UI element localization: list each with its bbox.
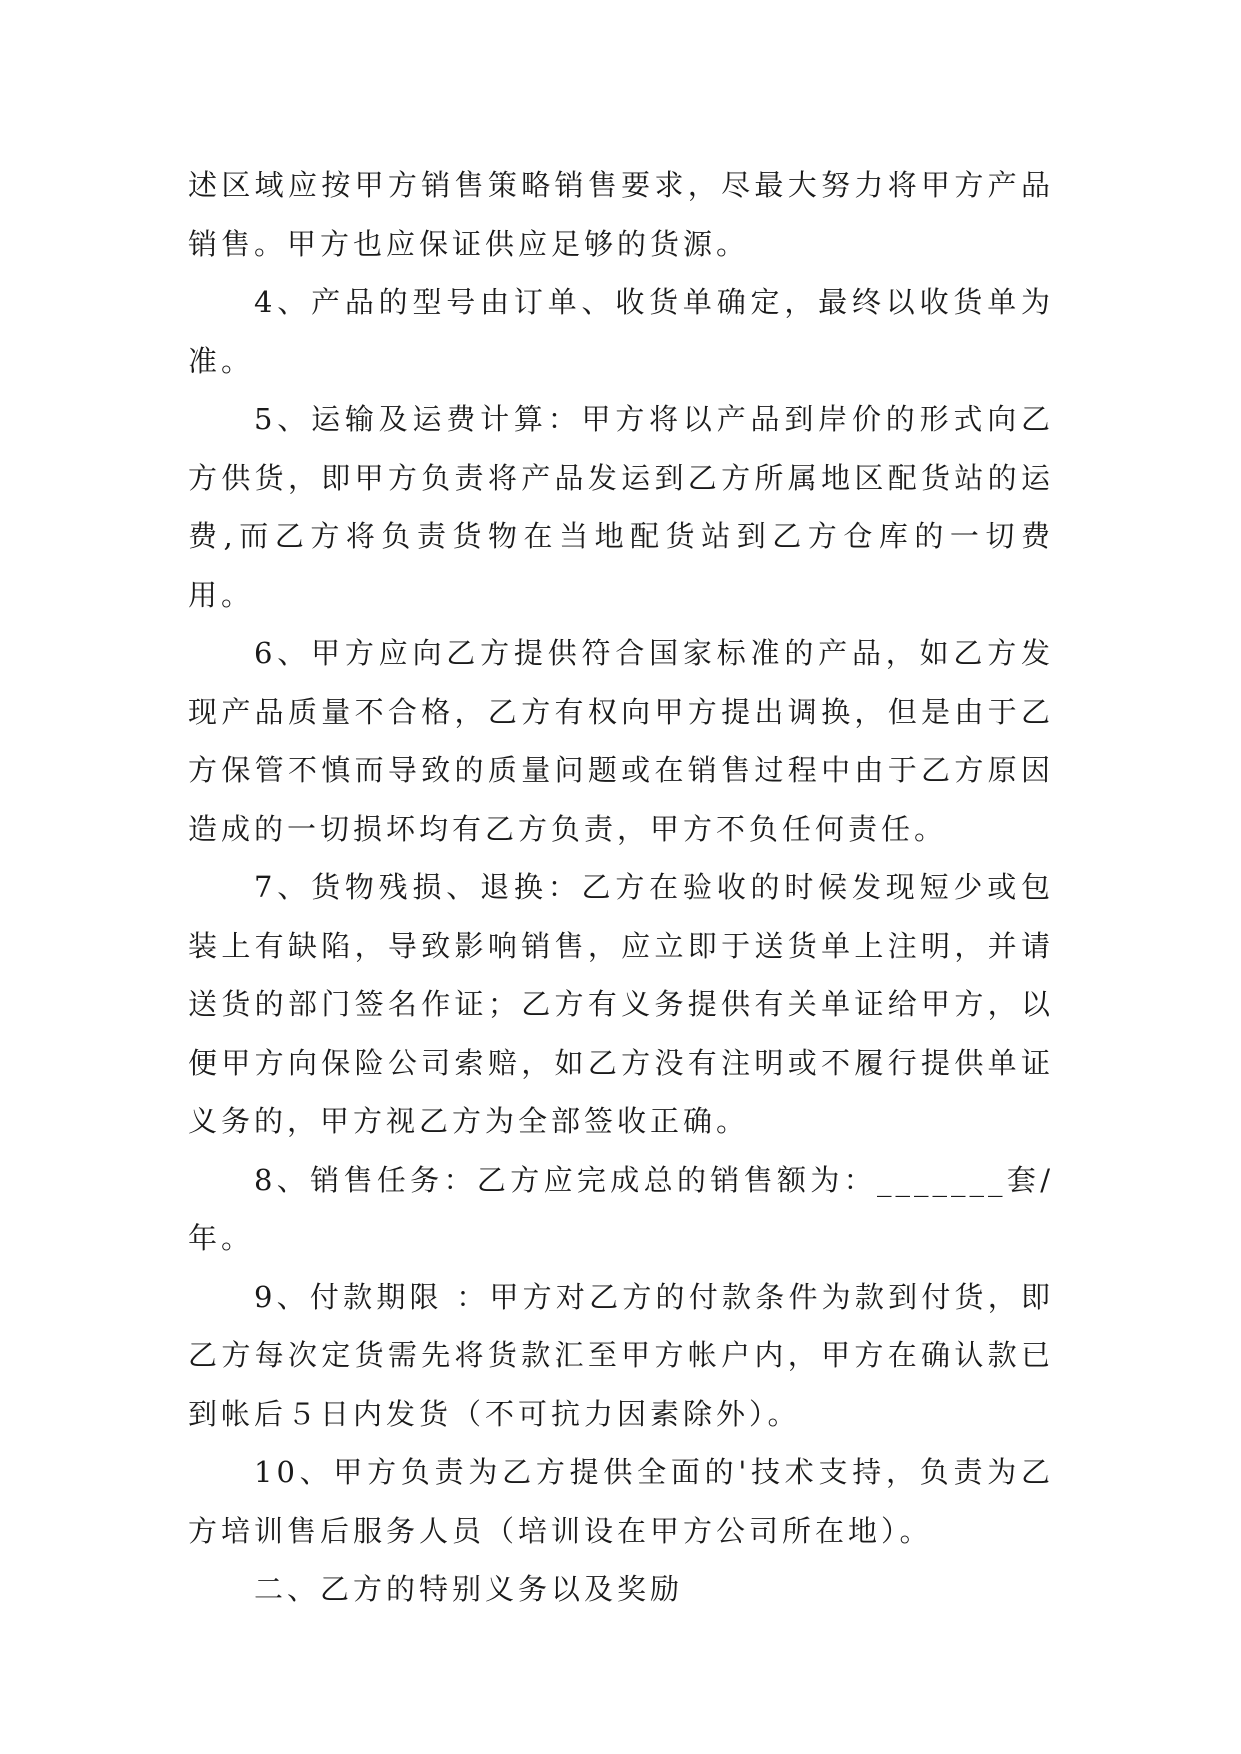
paragraph-clause-4-product-model: 4、产品的型号由订单、收货单确定，最终以收货单为准。 [188, 285, 1054, 378]
paragraph-clause-9-payment: 9、付款期限 ：甲方对乙方的付款条件为款到付货，即乙方每次定货需先将货款汇至甲方帐户内，甲方在确认款已到帐后５日内发货（不可抗力因素除外）。 [188, 1279, 1054, 1431]
paragraph-clause-6-quality: 6、甲方应向乙方提供符合国家标准的产品，如乙方发现产品质量不合格，乙方有权向甲方提出调换，但是由于乙方保管不慎而导致的质量问题或在销售过程中由于乙方原因造成的一切损坏均有乙方负责，甲方不负任何责任。 [188, 636, 1054, 846]
paragraph-clause-8-sales-target: 8、销售任务：乙方应完成总的销售额为：_______套/年。 [188, 1162, 1054, 1255]
paragraph-clause-5-transport: 5、运输及运费计算：甲方将以产品到岸价的形式向乙方供货，即甲方负责将产品发运到乙方所属地区配货站的运费,而乙方将负责货物在当地配货站到乙方仓库的一切费用。 [188, 402, 1054, 612]
paragraph-sales-region-continuation: 述区域应按甲方销售策略销售要求，尽最大努力将甲方产品销售。甲方也应保证供应足够的货源。 [188, 168, 1054, 261]
paragraph-clause-10-technical-support: 10、甲方负责为乙方提供全面的'技术支持，负责为乙方培训售后服务人员（培训设在甲方公司所在地）。 [188, 1455, 1054, 1548]
paragraph-clause-7-damage-return: 7、货物残损、退换：乙方在验收的时候发现短少或包装上有缺陷，导致影响销售，应立即于送货单上注明，并请送货的部门签名作证；乙方有义务提供有关单证给甲方，以便甲方向保险公司索赔，如乙方没有注明或不履行提供单证义务的，甲方视乙方为全部签收正确。 [188, 870, 1054, 1138]
section-heading-party-b-obligations: 二、乙方的特别义务以及奖励 [254, 1572, 684, 1606]
document-body [188, 156, 1054, 1619]
